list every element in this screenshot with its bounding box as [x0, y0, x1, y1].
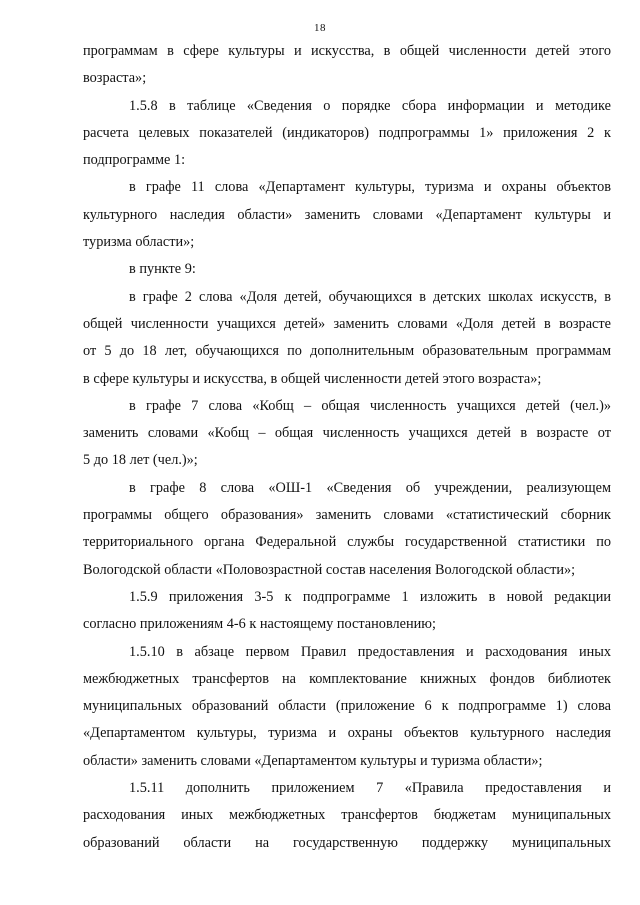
text-line: от 5 до 18 лет, обучающихся по дополнительным образовательным программам	[83, 343, 611, 360]
text-line: в графе 8 слова «ОШ-1 «Сведения об учреждении, реализующем	[129, 479, 611, 496]
document-body	[83, 38, 611, 857]
text-line: общей численности учащихся детей» заменить словами «Доля детей в возрасте	[83, 315, 611, 332]
text-line: территориального органа Федеральной службы государственной статистики по	[83, 534, 611, 551]
text-line: 5 до 18 лет (чел.)»;	[83, 452, 198, 469]
text-line: межбюджетных трансфертов на комплектование книжных фондов библиотек	[83, 670, 611, 687]
text-line: муниципальных образований области (приложение 6 к подпрограмме 1) слова	[83, 698, 611, 715]
text-line: в графе 11 слова «Департамент культуры, туризма и охраны объектов	[129, 179, 611, 196]
text-line: 1.5.11 дополнить приложением 7 «Правила предоставления и	[129, 780, 611, 797]
text-line: согласно приложениям 4-6 к настоящему постановлению;	[83, 616, 436, 633]
text-line: туризма области»;	[83, 234, 195, 251]
text-line: возраста»;	[83, 70, 147, 87]
text-line: расчета целевых показателей (индикаторов) подпрограммы 1» приложения 2 к	[83, 124, 611, 141]
text-line: 1.5.9 приложения 3-5 к подпрограмме 1 изложить в новой редакции	[129, 588, 611, 605]
text-line: 1.5.10 в абзаце первом Правил предоставления и расходования иных	[129, 643, 611, 660]
text-line: культурного наследия области» заменить словами «Департамент культуры и	[83, 206, 611, 223]
text-line: «Департаментом культуры, туризма и охраны объектов культурного наследия	[83, 725, 611, 742]
page-number: 18	[314, 22, 326, 34]
text-line: в графе 7 слова «Кобщ – общая численность учащихся детей (чел.)»	[129, 397, 611, 414]
text-line: в пункте 9:	[129, 261, 196, 278]
text-line: Вологодской области «Половозрастной состав населения Вологодской области»;	[83, 561, 576, 578]
text-line: области» заменить словами «Департаментом культуры и туризма области»;	[83, 752, 543, 769]
text-line: подпрограмме 1:	[83, 152, 186, 169]
text-line: 1.5.8 в таблице «Сведения о порядке сбора информации и методике	[129, 97, 611, 114]
text-line: программы общего образования» заменить словами «статистический сборник	[83, 507, 611, 524]
text-line: в сфере культуры и искусства, в общей численности детей этого возраста»;	[83, 370, 542, 387]
text-line: заменить словами «Кобщ – общая численность учащихся детей в возрасте от	[83, 425, 611, 442]
text-line: в графе 2 слова «Доля детей, обучающихся в детских школах искусств, в	[129, 288, 611, 305]
text-line: расходования иных межбюджетных трансфертов бюджетам муниципальных	[83, 807, 611, 824]
text-line: программам в сфере культуры и искусства, в общей численности детей этого	[83, 43, 611, 59]
text-line: образований области на государственную поддержку муниципальных	[83, 834, 611, 851]
